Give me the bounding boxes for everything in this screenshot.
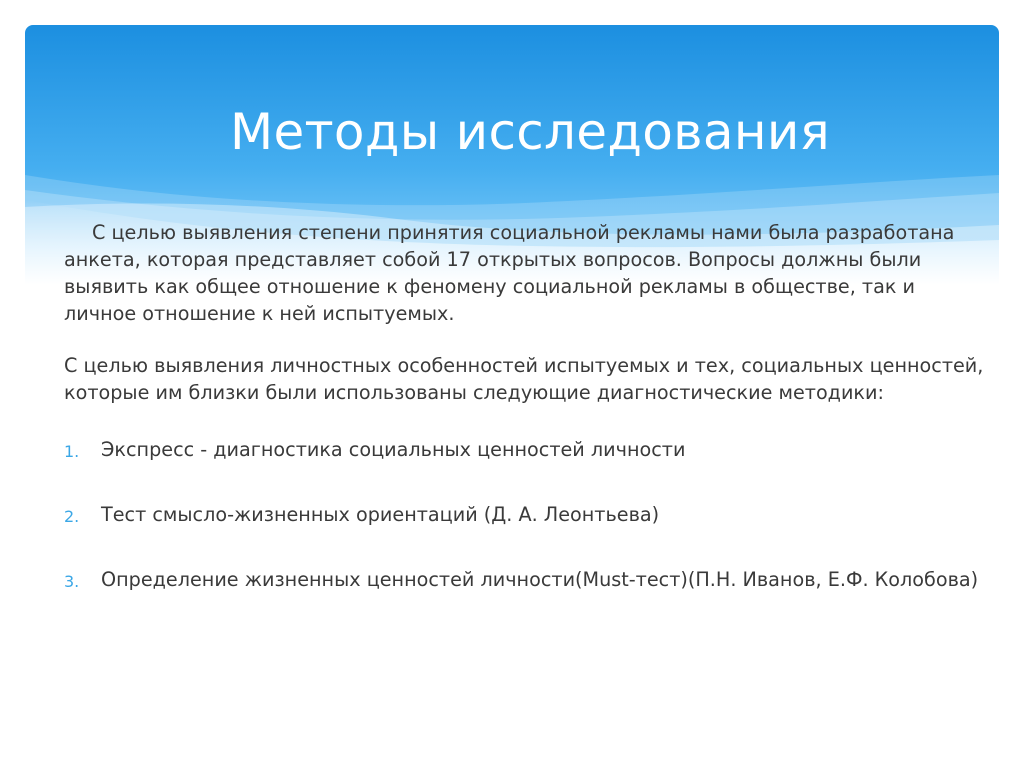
list-item [64,566,984,593]
list-item-text: Экспресс - диагностика социальных ценностей личности [101,438,686,461]
list-item [64,436,984,463]
list-item-text: Определение жизненных ценностей личности(Must-тест)(П.Н. Иванов, Е.Ф. Колобова) [101,568,979,591]
list-item [64,501,984,528]
list-number: 3. [64,572,80,591]
intro-paragraph: С целью выявления степени принятия социальной рекламы нами была разработана анкета, которая представляет собой 17 открытых вопросов. Вопросы должны были выявить как общее отношение к феномену социальной рекламы в обществе, так и личное отношение к ней испытуемых. [64,221,955,325]
methods-list [64,436,984,593]
slide-body [64,219,984,631]
slide-title: Методы исследования [230,103,830,161]
list-item-text: Тест смысло-жизненных ориентаций (Д. А. Леонтьева) [101,503,660,526]
list-number: 1. [64,442,80,461]
list-number: 2. [64,507,80,526]
methods-paragraph: С целью выявления личностных особенностей испытуемых и тех, социальных ценностей, которые им близки были использованы следующие диагностические методики: [64,354,984,404]
